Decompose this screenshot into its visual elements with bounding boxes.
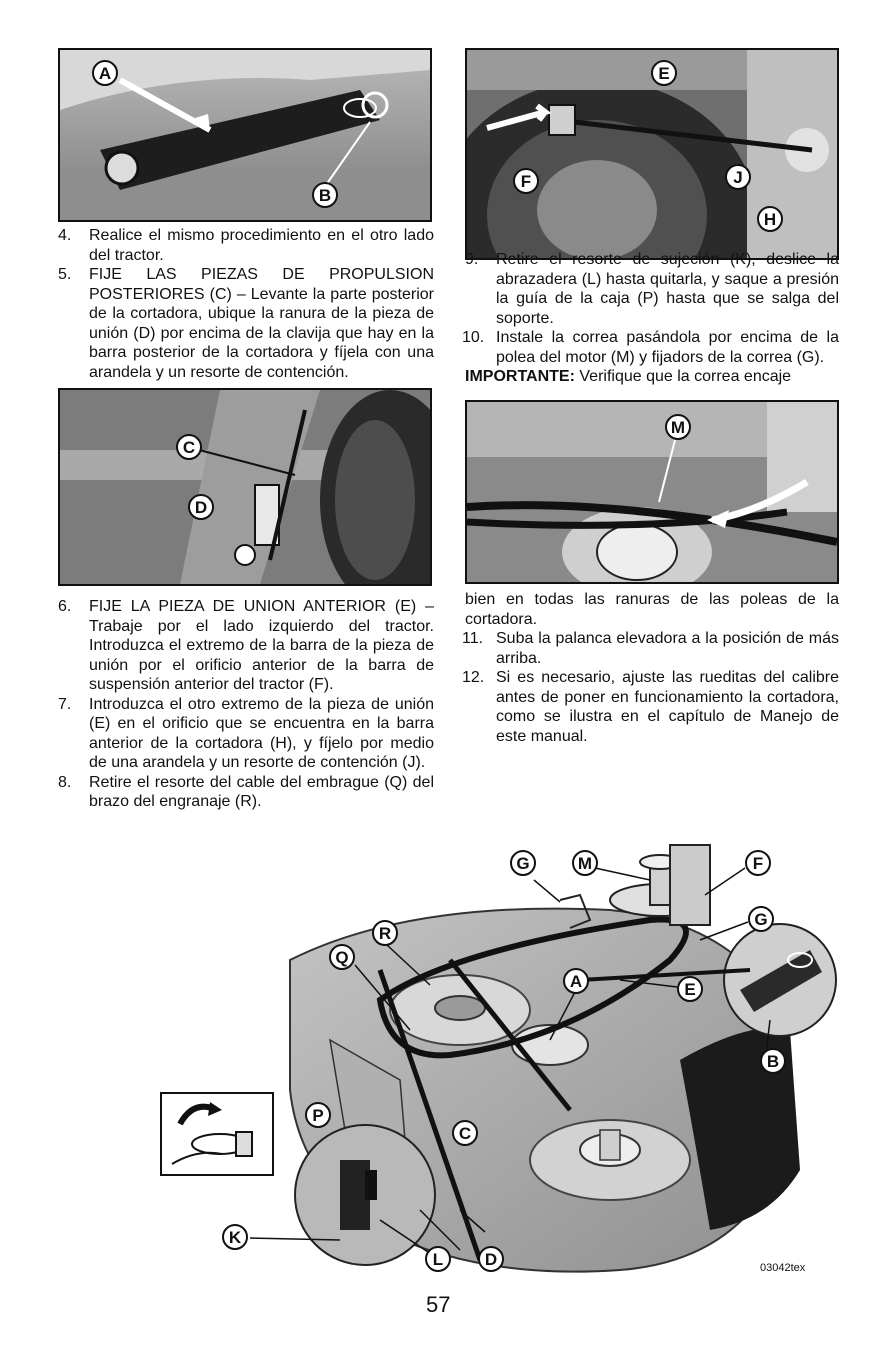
step-7: 7. Introduzca el otro extremo de la pieza de unión (E) en el orificio que se encuentra en la barra anterior de la cortadora (H), y fíjelo por medio de una arandela y un resorte de contención (J). xyxy=(58,695,434,771)
step-10: 10. Instale la correa pasándola por encima de la polea del motor (M) y fijadors de la correa (G). xyxy=(462,329,839,366)
figure-lift-link-photo xyxy=(58,48,432,222)
step-4: 4. Realice el mismo procedimiento en el otro lado del tractor. xyxy=(58,227,434,264)
callout-a-main: A xyxy=(563,968,589,994)
important-note: IMPORTANTE: Verifique que la correa encaje xyxy=(465,368,792,385)
callout-e-main: E xyxy=(677,976,703,1002)
belt-illustration xyxy=(467,402,837,582)
callout-m-main: M xyxy=(572,850,598,876)
callout-f-main: F xyxy=(745,850,771,876)
figure-rear-link-photo xyxy=(58,388,432,586)
mower-deck-drawing xyxy=(150,840,850,1285)
callout-k: K xyxy=(222,1224,248,1250)
callout-q: Q xyxy=(329,944,355,970)
callout-r: R xyxy=(372,920,398,946)
figure-code: 03042tex xyxy=(760,1262,806,1274)
right-column-top xyxy=(462,250,839,387)
callout-g-top: G xyxy=(510,850,536,876)
callout-c: C xyxy=(176,434,202,460)
figure-belt-photo xyxy=(465,400,839,584)
callout-m: M xyxy=(665,414,691,440)
callout-j: J xyxy=(725,164,751,190)
callout-b: B xyxy=(312,182,338,208)
callout-c-main: C xyxy=(452,1120,478,1146)
callout-e: E xyxy=(651,60,677,86)
step-11: 11. Suba la palanca elevadora a la posición de más arriba. xyxy=(462,630,839,667)
rear-link-illustration xyxy=(60,390,430,584)
callout-h: H xyxy=(757,206,783,232)
retaining-clip-drawing xyxy=(162,1094,272,1174)
step-9: 9. Retire el resorte de sujeción (K), deslice la abrazadera (L) hasta quitarla, y saque a presión la guía de la caja (P) hasta que se salga del soporte. xyxy=(465,251,839,327)
step-8: 8. Retire el resorte del cable del embrague (Q) del brazo del engranaje (R). xyxy=(58,773,434,810)
step-6: 6. FIJE LA PIEZA DE UNION ANTERIOR (E) – Trabaje por el lado izquierdo del tractor. Introduzca el extremo de la barra de la pieza de unión por el orificio anterior de la barra de suspensión anterior del tractor (F). xyxy=(58,598,434,693)
left-column-bottom xyxy=(58,597,434,812)
page-number: 57 xyxy=(426,1292,451,1317)
right-column-bottom xyxy=(462,590,839,746)
callout-f: F xyxy=(513,168,539,194)
callout-a: A xyxy=(92,60,118,86)
step-12: 12. Si es necesario, ajuste las rueditas del calibre antes de poner en funcionamiento la cortadora, como se ilustra en el capítulo de Manejo de este manual. xyxy=(462,669,839,745)
callout-d: D xyxy=(188,494,214,520)
important-note-continued: bien en todas las ranuras de las poleas de la cortadora. xyxy=(465,591,839,628)
retaining-clip-inset xyxy=(160,1092,274,1176)
callout-g-right: G xyxy=(748,906,774,932)
figure-front-link-photo xyxy=(465,48,839,260)
callout-p: P xyxy=(305,1102,331,1128)
mower-deck-illustration xyxy=(150,840,850,1285)
step-5: 5. FIJE LAS PIEZAS DE PROPULSION POSTERIORES (C) – Levante la parte posterior de la cortadora, ubique la ranura de la pieza de unión (D) por encima de la clavija que hay en la barra posterior de la cortadora y fíjela con una arandela y un resorte de contención. xyxy=(58,266,434,381)
callout-b-main: B xyxy=(760,1048,786,1074)
callout-l: L xyxy=(425,1246,451,1272)
callout-d-main: D xyxy=(478,1246,504,1272)
left-column-top xyxy=(58,226,434,382)
front-link-illustration xyxy=(467,50,837,258)
